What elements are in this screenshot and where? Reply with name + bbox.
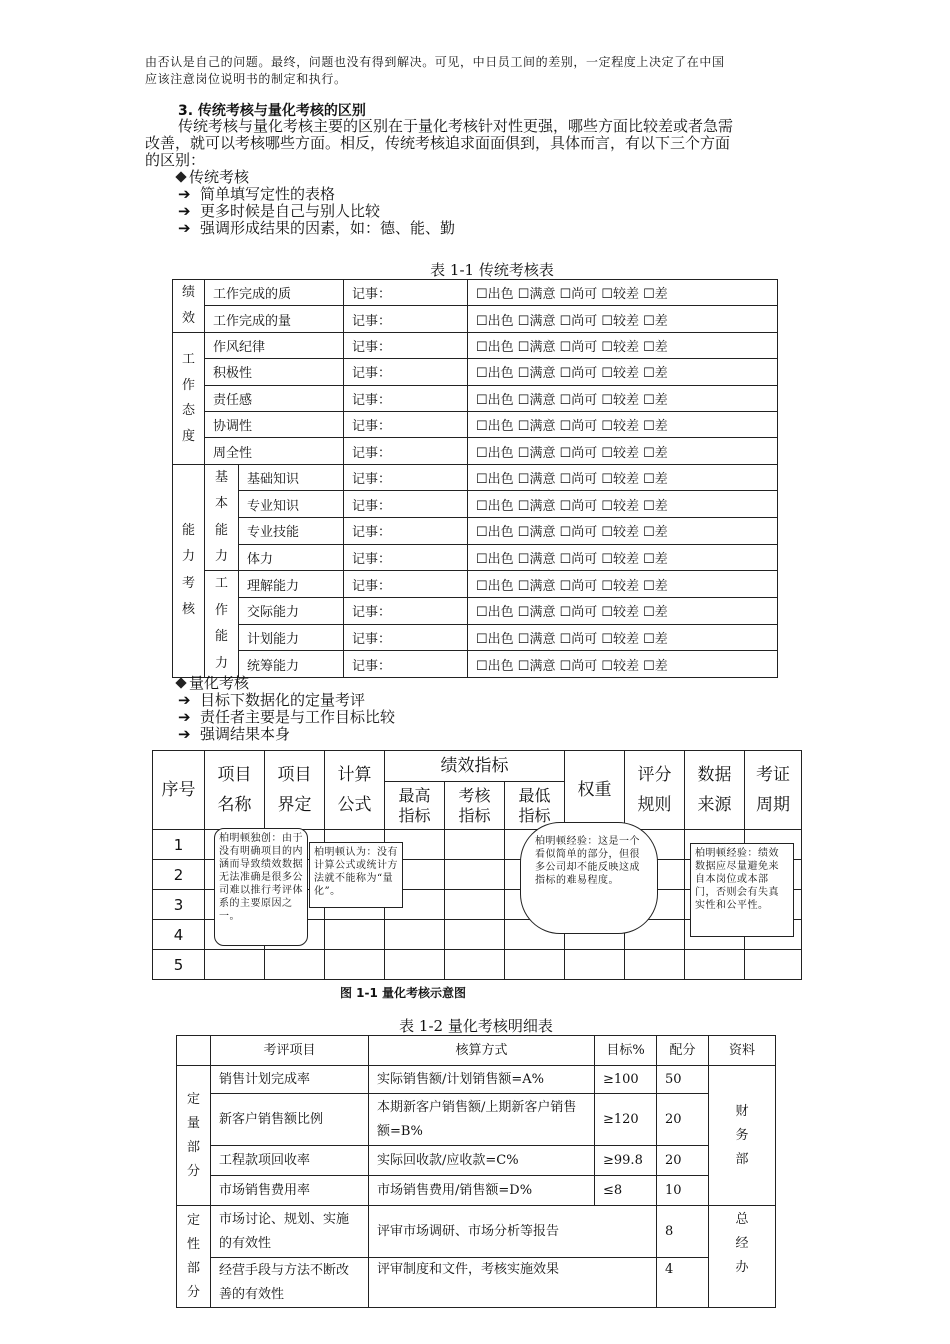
row-number: 5 [153,950,205,980]
source-finance: 财 务 部 [709,1066,776,1206]
table-row [173,544,778,571]
header-blank [177,1036,211,1066]
list-item: ➔ 简单填写定性的表格 [178,185,336,203]
table2-caption: 表 1-2 量化考核明细表 [399,1017,553,1035]
table-cell [625,950,685,980]
table-row [173,518,778,545]
table-cell-score: 20 [657,1146,709,1176]
table-row [173,624,778,651]
table-row [173,438,778,464]
record-field: 记事： [344,306,468,332]
header-target: 考核 指标 [445,782,505,830]
diamond-bullet-icon [175,171,186,182]
header-weight: 权重 [565,751,625,830]
record-field: 记事： [344,280,468,306]
header-score: 配分 [657,1036,709,1066]
arrow-right-icon: ➔ [178,185,191,203]
table-cell-item: 销售计划完成率 [211,1066,369,1094]
quantitative-heading: 量化考核 [145,675,810,692]
table-cell-item: 市场讨论、规划、实施的有效性 [211,1206,369,1258]
table-cell [565,950,625,980]
record-field: 记事： [344,651,468,678]
list-item: ➔ 强调形成结果的因素，如：德、能、勤 [178,219,456,237]
table-cell-method: 实际销售额/计划销售额=A% [369,1066,595,1094]
rating-options: ☐出色 ☐满意 ☐尚可 ☐较差 ☐差 [468,411,778,437]
rating-options: ☐出色 ☐满意 ☐尚可 ☐较差 ☐差 [468,598,778,625]
arrow-right-icon: ➔ [178,725,191,743]
body-paragraph [145,118,810,237]
table-cell-method: 评审市场调研、市场分析等报告 [369,1206,657,1258]
table-cell [445,920,505,950]
header-min: 最低 指标 [505,782,565,830]
table-cell [685,950,745,980]
group-label: 能 力 考 核 [173,464,205,677]
rating-options: ☐出色 ☐满意 ☐尚可 ☐较差 ☐差 [468,624,778,651]
table-cell-item: 新客户销售额比例 [211,1094,369,1146]
diamond-bullet-icon [175,677,186,688]
record-field: 记事： [344,624,468,651]
callout-note-4: 柏明顿经验：绩效数据应尽量避免来自本岗位或本部门，否则会有失真实性和公平性。 [690,843,794,937]
rating-options: ☐出色 ☐满意 ☐尚可 ☐较差 ☐差 [468,385,778,411]
header-scope: 项目 界定 [265,751,325,830]
rating-options: ☐出色 ☐满意 ☐尚可 ☐较差 ☐差 [468,438,778,464]
record-field: 记事： [344,518,468,545]
table-cell-target: ≤8 [595,1176,657,1206]
table-row [173,598,778,625]
table-cell-method: 评审制度和文件，考核实施效果 [369,1258,657,1308]
table-row [173,306,778,332]
table-cell [445,860,505,890]
table-cell-score: 20 [657,1094,709,1146]
table-cell-target: ≥99.8 [595,1146,657,1176]
header-formula: 计算 公式 [325,751,385,830]
header-source: 资料 [709,1036,776,1066]
rating-options: ☐出色 ☐满意 ☐尚可 ☐较差 ☐差 [468,332,778,358]
table-row [173,464,778,491]
group-qualitative: 定 性 部 分 [177,1206,211,1308]
row-number: 2 [153,860,205,890]
callout-note-2: 柏明顿认为：没有计算公式或统计方法就不能称为“量化”。 [309,842,403,908]
table-cell [265,950,325,980]
header-source: 数据 来源 [685,751,745,830]
appraisal-item: 专业技能 [239,518,344,545]
traditional-heading: 传统考核 [145,169,810,186]
appraisal-item: 计划能力 [239,624,344,651]
intro-line: 由否认是自己的问题。最终，问题也没有得到解决。可见，中日员工间的差别，一定程度上决定了在中国 [145,55,725,69]
table-cell-item: 工程款项回收率 [211,1146,369,1176]
group-label: 绩 效 [173,280,205,333]
header-method: 核算方式 [369,1036,595,1066]
appraisal-item: 责任感 [205,385,344,411]
table-cell [745,950,802,980]
table-cell-item: 市场销售费用率 [211,1176,369,1206]
section-title: 3. 传统考核与量化考核的区别 [178,103,366,119]
rating-options: ☐出色 ☐满意 ☐尚可 ☐较差 ☐差 [468,491,778,518]
table-cell-score: 10 [657,1176,709,1206]
record-field: 记事： [344,491,468,518]
intro-text [145,54,810,88]
row-number: 3 [153,890,205,920]
table-row [173,280,778,306]
table-row [173,491,778,518]
appraisal-item: 工作完成的质 [205,280,344,306]
list-item: ➔ 更多时候是自己与别人比较 [178,202,381,220]
table-cell [445,950,505,980]
quantitative-detail-table [176,1035,776,1308]
appraisal-item: 周全性 [205,438,344,464]
table-cell [205,950,265,980]
appraisal-item: 协调性 [205,411,344,437]
rating-options: ☐出色 ☐满意 ☐尚可 ☐较差 ☐差 [468,464,778,491]
table-row [173,411,778,437]
table-cell-method: 市场销售费用/销售额=D% [369,1176,595,1206]
table-row [173,571,778,598]
header-seq: 序号 [153,751,205,830]
table-cell-target: ≥120 [595,1094,657,1146]
table-cell-score: 8 [657,1206,709,1258]
appraisal-item: 理解能力 [239,571,344,598]
arrow-right-icon: ➔ [178,202,191,220]
header-indicators: 绩效指标 [385,751,565,782]
table-cell [445,830,505,860]
header-name: 项目 名称 [205,751,265,830]
appraisal-item: 积极性 [205,359,344,385]
header-period: 考证 周期 [745,751,802,830]
rating-options: ☐出色 ☐满意 ☐尚可 ☐较差 ☐差 [468,280,778,306]
record-field: 记事： [344,411,468,437]
appraisal-item: 体力 [239,544,344,571]
appraisal-item: 交际能力 [239,598,344,625]
table-cell-score: 50 [657,1066,709,1094]
appraisal-item: 专业知识 [239,491,344,518]
intro-line: 应该注意岗位说明书的制定和执行。 [145,72,347,86]
rating-options: ☐出色 ☐满意 ☐尚可 ☐较差 ☐差 [468,571,778,598]
arrow-right-icon: ➔ [178,219,191,237]
table-row [173,332,778,358]
header-target: 目标% [595,1036,657,1066]
appraisal-item: 作风纪律 [205,332,344,358]
table-cell [325,920,385,950]
group-quantitative: 定 量 部 分 [177,1066,211,1206]
table-row [153,950,802,980]
record-field: 记事： [344,438,468,464]
paragraph-line: 传统考核与量化考核主要的区别在于量化考核针对性更强，哪些方面比较差或者急需 [178,117,734,135]
header-max: 最高 指标 [385,782,445,830]
traditional-appraisal-table [172,279,778,678]
group-label: 工 作 态 度 [173,332,205,464]
header-rule: 评分 规则 [625,751,685,830]
record-field: 记事： [344,571,468,598]
record-field: 记事： [344,464,468,491]
table-cell [385,920,445,950]
paragraph-line: 的区别： [145,151,206,169]
record-field: 记事： [344,385,468,411]
table-cell-item: 经营手段与方法不断改善的有效性 [211,1258,369,1308]
rating-options: ☐出色 ☐满意 ☐尚可 ☐较差 ☐差 [468,544,778,571]
arrow-right-icon: ➔ [178,691,191,709]
callout-note-1: 柏明顿独创：由于没有明确项目的内涵而导致绩效数据无法准确是很多公司难以推行考评体系的主要原因之一。 [214,828,308,946]
list-item: ➔ 强调结果本身 [178,725,291,743]
row-number: 4 [153,920,205,950]
record-field: 记事： [344,332,468,358]
table-cell [505,950,565,980]
quantitative-list [145,675,810,743]
record-field: 记事： [344,359,468,385]
table-cell-score: 4 [657,1258,709,1308]
table1-caption: 表 1-1 传统考核表 [430,261,554,279]
group-label: 工 作 能 力 [205,571,239,678]
group-label: 基 本 能 力 [205,464,239,571]
appraisal-item: 工作完成的量 [205,306,344,332]
source-office: 总 经 办 [709,1206,776,1308]
table-row [173,359,778,385]
appraisal-item: 基础知识 [239,464,344,491]
rating-options: ☐出色 ☐满意 ☐尚可 ☐较差 ☐差 [468,359,778,385]
rating-options: ☐出色 ☐满意 ☐尚可 ☐较差 ☐差 [468,306,778,332]
rating-options: ☐出色 ☐满意 ☐尚可 ☐较差 ☐差 [468,651,778,678]
list-item: ➔ 责任者主要是与工作目标比较 [178,708,396,726]
list-item: ➔ 目标下数据化的定量考评 [178,691,366,709]
record-field: 记事： [344,598,468,625]
table-cell [445,890,505,920]
table-cell-method: 实际回收款/应收款=C% [369,1146,595,1176]
paragraph-line: 改善，就可以考核哪些方面。相反，传统考核追求面面俱到，具体而言，有以下三个方面 [145,134,731,152]
table-row [173,651,778,678]
row-number: 1 [153,830,205,860]
table-cell [385,950,445,980]
table-cell-method: 本期新客户销售额/上期新客户销售额=B% [369,1094,595,1146]
arrow-right-icon: ➔ [178,708,191,726]
rating-options: ☐出色 ☐满意 ☐尚可 ☐较差 ☐差 [468,518,778,545]
header-item: 考评项目 [211,1036,369,1066]
figure-caption: 图 1-1 量化考核示意图 [340,986,467,1000]
table-cell [325,950,385,980]
table-row [173,385,778,411]
record-field: 记事： [344,544,468,571]
callout-note-3: 柏明顿经验：这是一个看似简单的部分，但很多公司却不能反映这成指标的难易程度。 [520,822,658,934]
appraisal-item: 统筹能力 [239,651,344,678]
table-cell-target: ≥100 [595,1066,657,1094]
